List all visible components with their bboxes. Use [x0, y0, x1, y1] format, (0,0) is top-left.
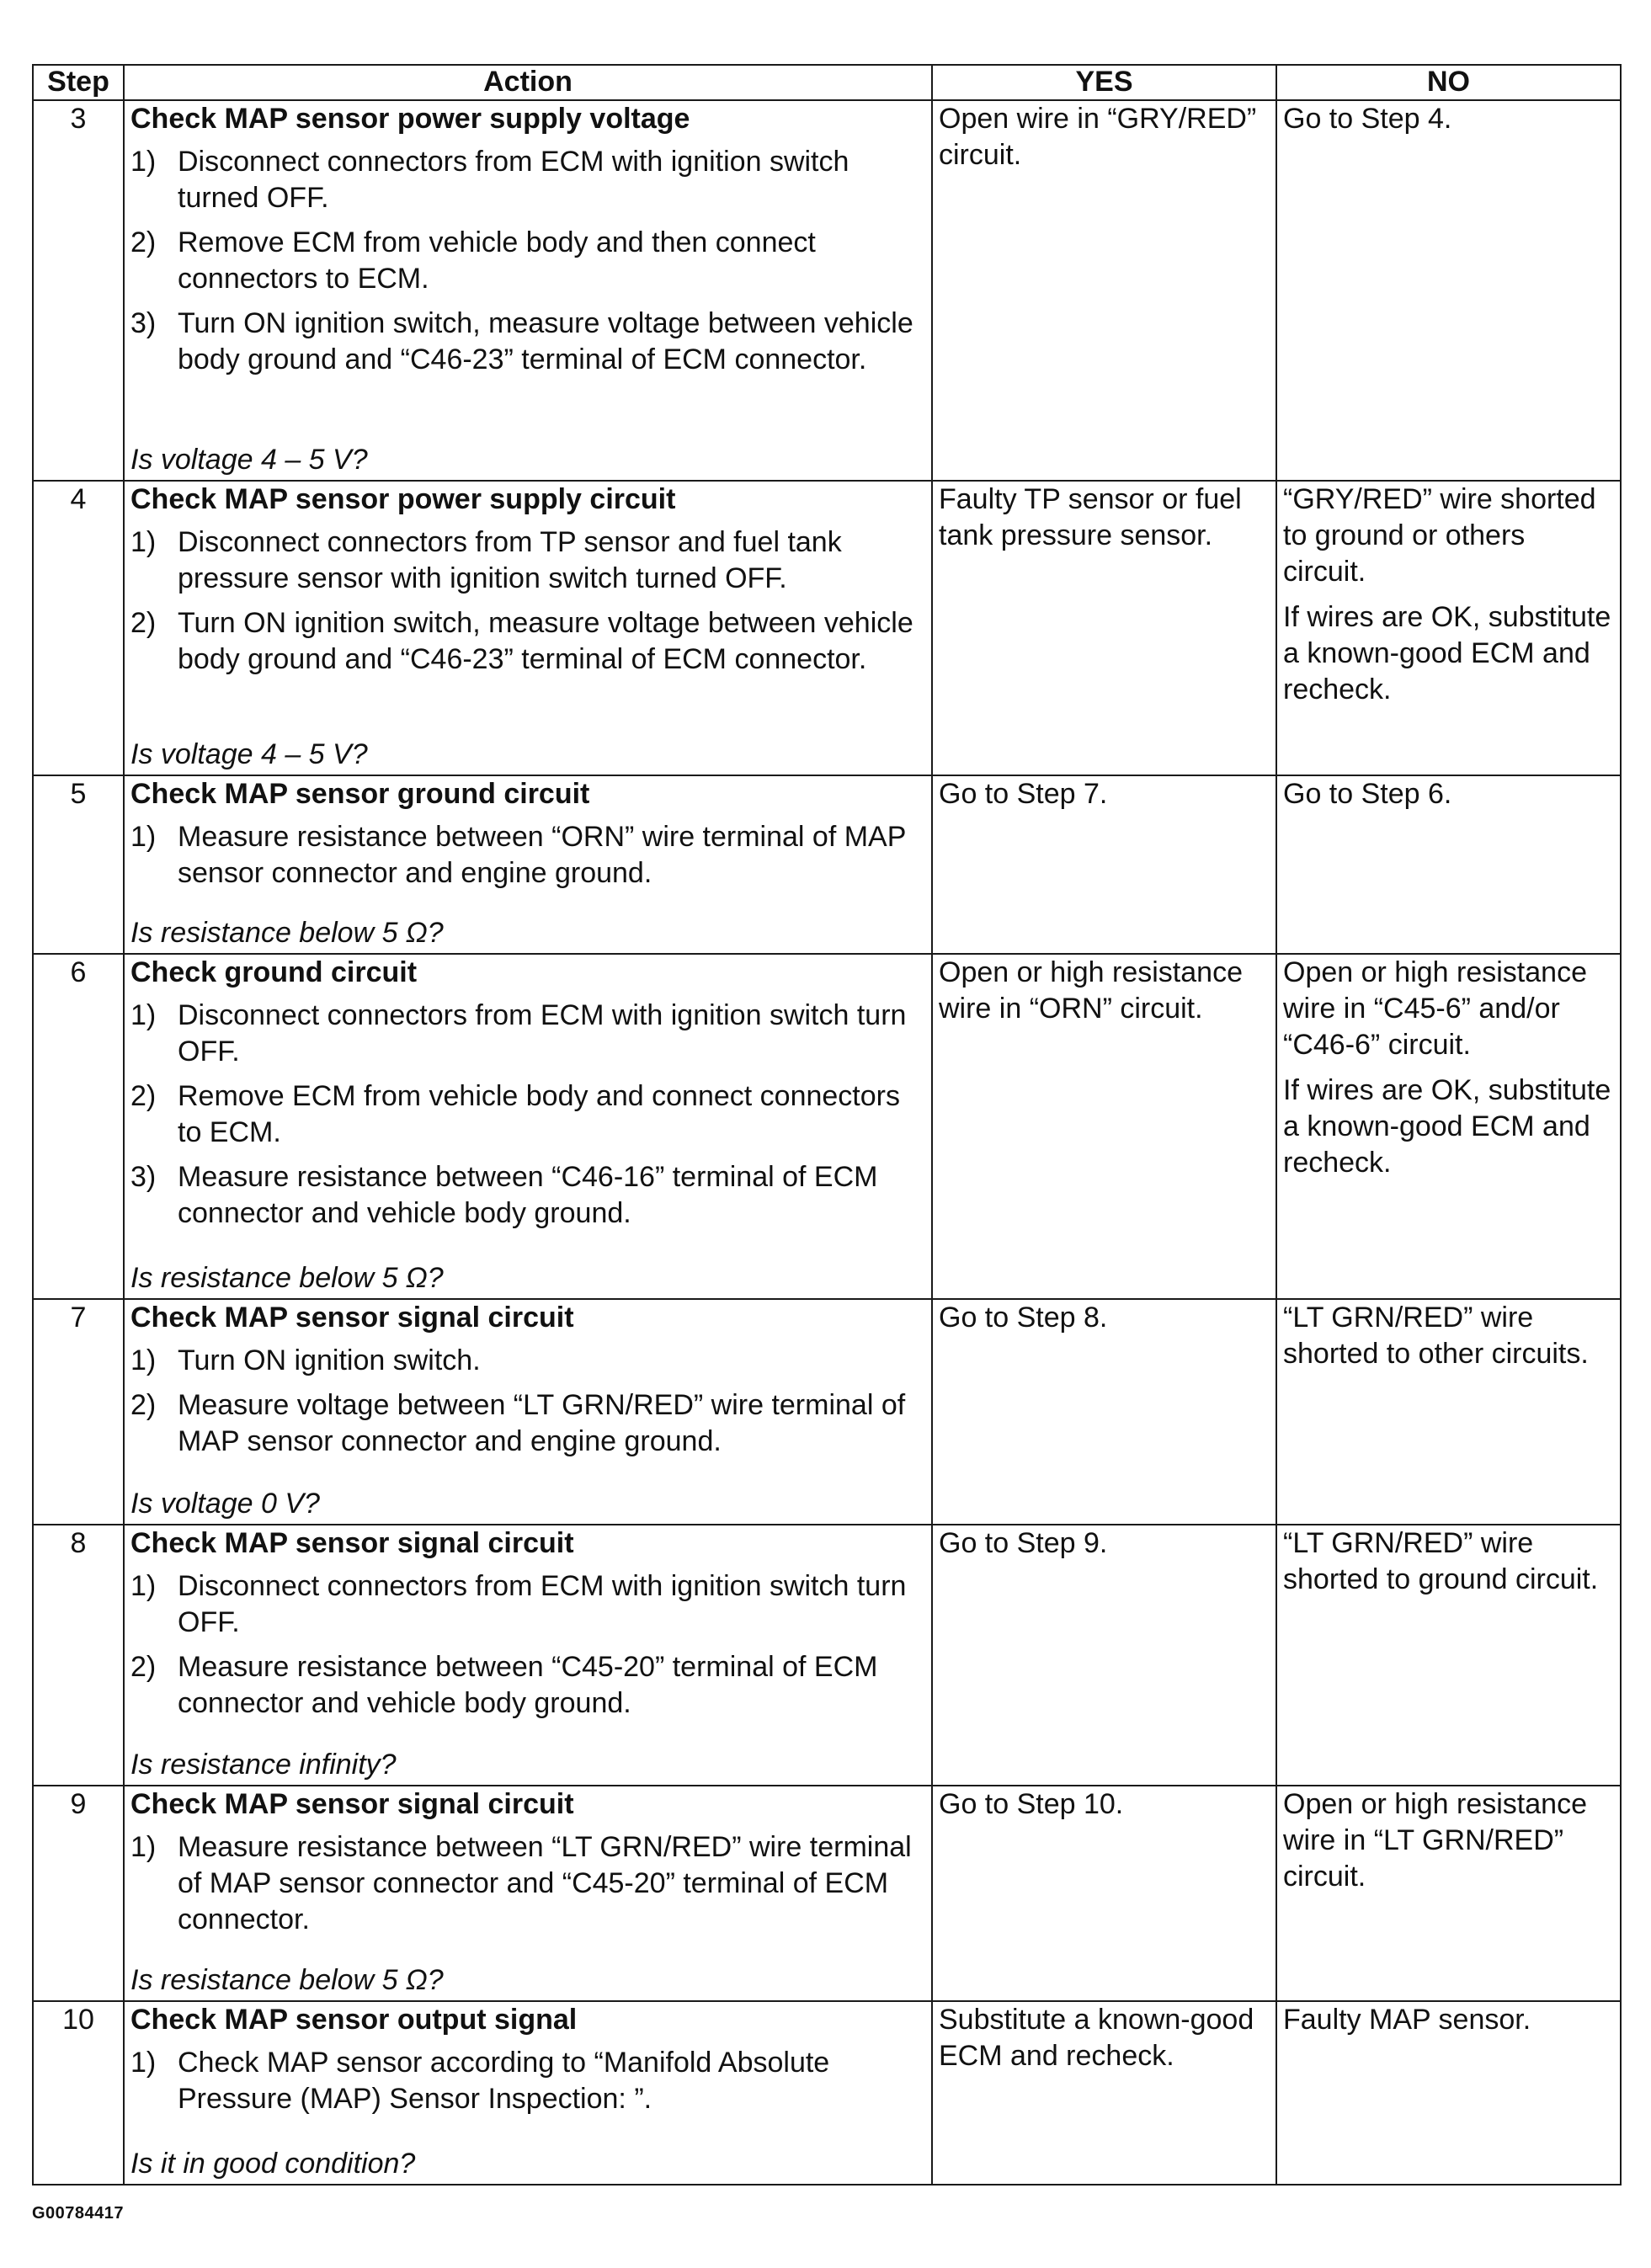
no-result-cell: [1276, 1299, 1621, 1525]
table-row: [33, 1525, 1621, 1786]
procedure-item: [130, 1078, 926, 1151]
action-cell: [124, 775, 932, 954]
procedure-item: [130, 306, 926, 378]
step-number: 10: [33, 2001, 124, 2185]
no-result-cell: [1276, 775, 1621, 954]
header-action: Action: [124, 65, 932, 100]
yes-result-text: Substitute a known-good ECM and recheck.: [939, 2004, 1254, 2072]
table-row: [33, 1786, 1621, 2001]
procedure-list: [130, 524, 926, 678]
procedure-number: 3): [130, 307, 157, 339]
no-result-cell: [1276, 100, 1621, 481]
no-result-text: “GRY/RED” wire shorted to ground or others circuit.: [1283, 483, 1596, 588]
yes-result-cell: [932, 1525, 1276, 1786]
header-yes: YES: [932, 65, 1276, 100]
procedure-list: [130, 1829, 926, 1938]
procedure-item: [130, 1649, 926, 1722]
procedure-text: Measure resistance between “ORN” wire terminal of MAP sensor connector and engine ground.: [178, 821, 906, 889]
table-row: [33, 1299, 1621, 1525]
yes-result-cell: [932, 100, 1276, 481]
diagnostic-table: [32, 64, 1622, 2185]
procedure-number: 2): [130, 226, 157, 258]
procedure-number: 2): [130, 1389, 157, 1421]
step-number: 8: [33, 1525, 124, 1786]
step-title: Check MAP sensor signal circuit: [130, 1527, 574, 1559]
action-cell: [124, 954, 932, 1299]
header-row: [33, 65, 1621, 100]
procedure-item: [130, 1568, 926, 1641]
no-result-cell: [1276, 2001, 1621, 2185]
table-row: [33, 2001, 1621, 2185]
yes-result-cell: [932, 1786, 1276, 2001]
procedure-item: [130, 819, 926, 892]
procedure-item: [130, 998, 926, 1070]
procedure-number: 1): [130, 146, 157, 178]
procedure-item: [130, 524, 926, 597]
table-row: [33, 954, 1621, 1299]
step-number: 5: [33, 775, 124, 954]
yes-result-cell: [932, 775, 1276, 954]
action-cell: [124, 1786, 932, 2001]
no-result-text: Open or high resistance wire in “C45-6” and/or “C46-6” circuit.: [1283, 956, 1587, 1061]
procedure-item: [130, 225, 926, 297]
no-result-text: Go to Step 6.: [1283, 778, 1452, 810]
procedure-text: Measure resistance between “LT GRN/RED” wire terminal of MAP sensor connector and “C45-20” terminal of ECM connector.: [178, 1831, 912, 1935]
yes-result-cell: [932, 2001, 1276, 2185]
yes-result-cell: [932, 1299, 1276, 1525]
no-result-text: If wires are OK, substitute a known-good ECM and recheck.: [1283, 601, 1611, 705]
no-result-cell: [1276, 1525, 1621, 1786]
procedure-number: 2): [130, 1651, 157, 1683]
no-result-text: “LT GRN/RED” wire shorted to other circuits.: [1283, 1302, 1589, 1370]
table-row: [33, 100, 1621, 481]
action-cell: [124, 100, 932, 481]
procedure-text: Turn ON ignition switch.: [178, 1344, 481, 1376]
step-title: Check MAP sensor output signal: [130, 2004, 578, 2036]
check-question: Is voltage 0 V?: [130, 1488, 320, 1520]
procedure-number: 1): [130, 526, 157, 558]
step-title: Check ground circuit: [130, 956, 418, 988]
table-row: [33, 775, 1621, 954]
step-number: 3: [33, 100, 124, 481]
procedure-list: [130, 2045, 926, 2117]
procedure-list: [130, 819, 926, 892]
action-cell: [124, 2001, 932, 2185]
no-result-text: If wires are OK, substitute a known-good ECM and recheck.: [1283, 1074, 1611, 1179]
yes-result-text: Go to Step 9.: [939, 1527, 1108, 1559]
check-question: Is it in good condition?: [130, 2148, 416, 2180]
procedure-list: [130, 144, 926, 378]
yes-result-text: Go to Step 7.: [939, 778, 1108, 810]
procedure-number: 2): [130, 1080, 157, 1112]
figure-code: G00784417: [32, 2204, 125, 2223]
procedure-text: Remove ECM from vehicle body and connect connectors to ECM.: [178, 1080, 900, 1148]
yes-result-cell: [932, 481, 1276, 775]
yes-result-text: Faulty TP sensor or fuel tank pressure sensor.: [939, 483, 1242, 551]
yes-result-text: Open wire in “GRY/RED” circuit.: [939, 103, 1257, 171]
step-number: 9: [33, 1786, 124, 2001]
procedure-text: Remove ECM from vehicle body and then connect connectors to ECM.: [178, 226, 816, 295]
no-result-text: “LT GRN/RED” wire shorted to ground circuit.: [1283, 1527, 1599, 1595]
check-question: Is voltage 4 – 5 V?: [130, 738, 368, 770]
step-title: Check MAP sensor power supply circuit: [130, 483, 676, 515]
step-number: 7: [33, 1299, 124, 1525]
check-question: Is resistance below 5 Ω?: [130, 1964, 444, 1996]
table-row: [33, 481, 1621, 775]
procedure-text: Turn ON ignition switch, measure voltage between vehicle body ground and “C46-23” terminal of ECM connector.: [178, 607, 913, 675]
no-result-text: Faulty MAP sensor.: [1283, 2004, 1531, 2036]
procedure-item: [130, 1159, 926, 1232]
procedure-text: Turn ON ignition switch, measure voltage between vehicle body ground and “C46-23” terminal of ECM connector.: [178, 307, 913, 375]
check-question: Is resistance below 5 Ω?: [130, 917, 444, 949]
table-body: [33, 100, 1621, 2185]
step-title: Check MAP sensor power supply voltage: [130, 103, 690, 135]
step-number: 4: [33, 481, 124, 775]
action-cell: [124, 481, 932, 775]
yes-result-cell: [932, 954, 1276, 1299]
procedure-item: [130, 1343, 926, 1379]
procedure-list: [130, 998, 926, 1232]
yes-result-text: Open or high resistance wire in “ORN” circuit.: [939, 956, 1243, 1025]
step-title: Check MAP sensor signal circuit: [130, 1788, 574, 1820]
procedure-item: [130, 605, 926, 678]
yes-result-text: Go to Step 10.: [939, 1788, 1124, 1820]
step-number: 6: [33, 954, 124, 1299]
no-result-cell: [1276, 954, 1621, 1299]
procedure-number: 2): [130, 607, 157, 639]
procedure-text: Measure voltage between “LT GRN/RED” wire terminal of MAP sensor connector and engine ground.: [178, 1389, 906, 1457]
procedure-text: Disconnect connectors from TP sensor and fuel tank pressure sensor with ignition switch turned OFF.: [178, 526, 842, 594]
procedure-number: 1): [130, 1570, 157, 1602]
no-result-cell: [1276, 481, 1621, 775]
procedure-item: [130, 144, 926, 216]
check-question: Is voltage 4 – 5 V?: [130, 444, 368, 476]
step-title: Check MAP sensor ground circuit: [130, 778, 590, 810]
procedure-number: 1): [130, 2047, 157, 2079]
no-result-cell: [1276, 1786, 1621, 2001]
procedure-text: Measure resistance between “C45-20” terminal of ECM connector and vehicle body ground.: [178, 1651, 878, 1719]
procedure-number: 1): [130, 1831, 157, 1863]
procedure-text: Disconnect connectors from ECM with ignition switch turn OFF.: [178, 999, 907, 1067]
step-title: Check MAP sensor signal circuit: [130, 1302, 574, 1334]
procedure-item: [130, 2045, 926, 2117]
no-result-text: Go to Step 4.: [1283, 103, 1452, 135]
procedure-number: 1): [130, 999, 157, 1031]
yes-result-text: Go to Step 8.: [939, 1302, 1108, 1334]
header-no: NO: [1276, 65, 1621, 100]
procedure-text: Disconnect connectors from ECM with ignition switch turned OFF.: [178, 146, 849, 214]
no-result-text: Open or high resistance wire in “LT GRN/RED” circuit.: [1283, 1788, 1587, 1893]
action-cell: [124, 1299, 932, 1525]
procedure-item: [130, 1829, 926, 1938]
procedure-text: Check MAP sensor according to “Manifold Absolute Pressure (MAP) Sensor Inspection: ”.: [178, 2047, 830, 2115]
check-question: Is resistance below 5 Ω?: [130, 1262, 444, 1294]
procedure-item: [130, 1387, 926, 1460]
procedure-text: Measure resistance between “C46-16” terminal of ECM connector and vehicle body ground.: [178, 1161, 878, 1229]
procedure-number: 3): [130, 1161, 157, 1193]
procedure-list: [130, 1343, 926, 1460]
procedure-text: Disconnect connectors from ECM with ignition switch turn OFF.: [178, 1570, 907, 1638]
procedure-number: 1): [130, 1344, 157, 1376]
procedure-list: [130, 1568, 926, 1722]
check-question: Is resistance infinity?: [130, 1749, 397, 1781]
header-step: Step: [33, 65, 124, 100]
action-cell: [124, 1525, 932, 1786]
procedure-number: 1): [130, 821, 157, 853]
